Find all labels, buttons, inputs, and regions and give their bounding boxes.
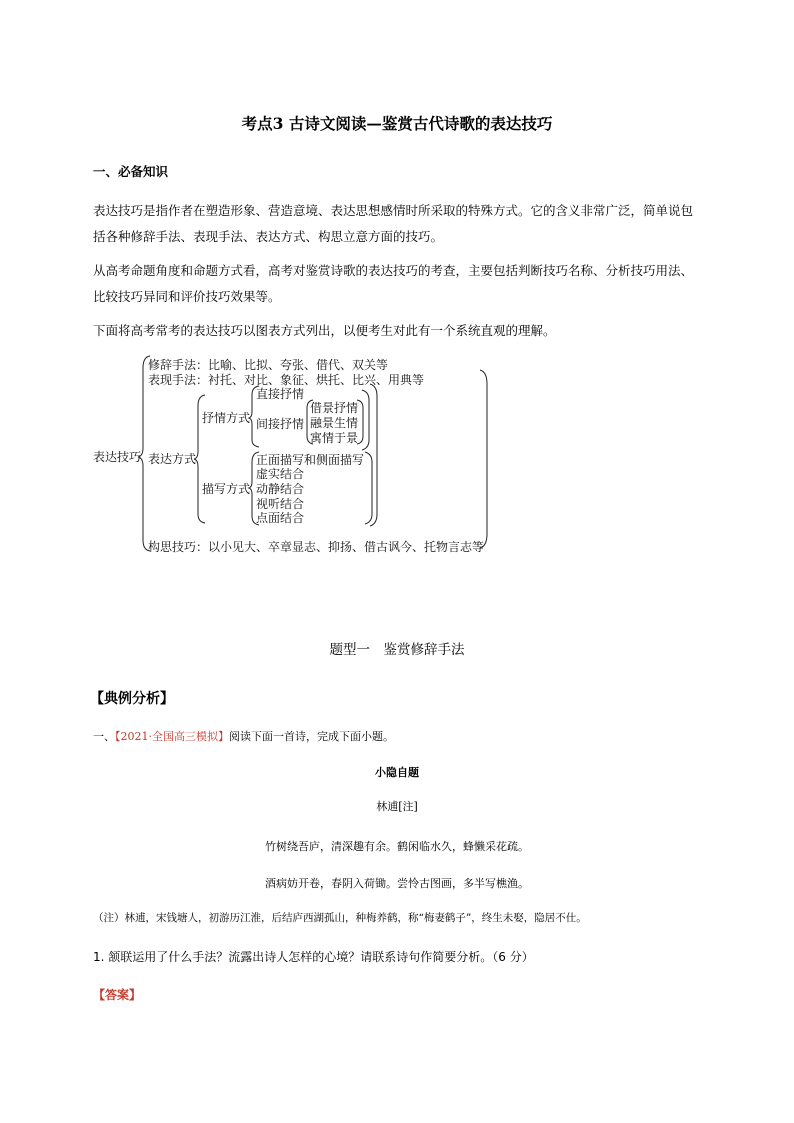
diagram-descr-item: 视听结合 (256, 497, 305, 511)
poem-note: （注）林逋，宋钱塘人，初游历江淮，后结庐西湖孤山，种梅养鹤，称“梅妻鹤子”，终生未娶，隐居不仕。 (93, 912, 587, 924)
brace-modes-right (370, 384, 377, 526)
diagram-indirect-item: 寓情于景 (310, 431, 359, 445)
answer-label: 【答案】 (93, 988, 142, 1002)
brace-descr-right (365, 452, 372, 524)
example-label: 【典例分析】 (90, 691, 174, 707)
question-source: 【2021·全国高三模拟】 (115, 730, 229, 743)
paragraph-exam-focus: 从高考命题角度和命题方式看，高考对鉴赏诗歌的表达技巧的考查，主要包括判断技巧名称、分析技巧用法、比较技巧异同和评价技巧效果等。 (93, 263, 694, 304)
diagram-descr-item: 虚实结合 (256, 467, 305, 481)
diagram-descr-item: 动静结合 (256, 482, 305, 496)
poem-line: 酒病妨开卷，春阴入荷锄。尝怜古图画，多半写樵渔。 (265, 877, 529, 890)
section-type-title: 题型一 鉴赏修辞手法 (329, 642, 465, 658)
section-heading-knowledge: 一、必备知识 (93, 164, 169, 179)
poem-line: 竹树绕吾庐，清深趣有余。鹤闲临水久，蜂懒采花疏。 (265, 840, 529, 853)
brace-main-right (480, 370, 487, 548)
question-intro (93, 728, 394, 744)
diagram-indirect-lyric: 间接抒情 (256, 417, 305, 431)
question-instruction: 阅读下面一首诗，完成下面小题。 (229, 730, 394, 743)
diagram-indirect-item: 融景生情 (310, 416, 359, 430)
diagram-lyric: 抒情方式 (202, 411, 251, 425)
paragraph-diagram-intro: 下面将高考常考的表达技巧以图表方式列出，以便考生对此有一个系统直观的理解。 (93, 323, 556, 338)
paragraph-definition: 表达技巧是指作者在塑造形象、营造意境、表达思想感情时所采取的特殊方式。它的含义非常广泛，简单说包括各种修辞手法、表现手法、表达方式、构思立意方面的技巧。 (93, 203, 694, 244)
diagram-root: 表达技巧 (93, 450, 142, 464)
page-title: 考点3 古诗文阅读—鉴赏古代诗歌的表达技巧 (241, 114, 553, 133)
diagram-expression: 表现手法：衬托、对比、象征、烘托、比兴、用典等 (148, 373, 425, 387)
diagram-conception: 构思技巧：以小见大、卒章显志、抑扬、借古讽今、托物言志等 (148, 540, 485, 554)
diagram-descr-item: 正面描写和侧面描写 (256, 453, 365, 467)
poem-author: 林逋[注] (376, 800, 418, 813)
diagram-indirect-item: 借景抒情 (310, 401, 359, 415)
brace-lyric-right (362, 390, 369, 450)
question-prefix: 一、 (93, 730, 115, 743)
poem-title: 小隐自题 (375, 766, 419, 779)
question-1: 1. 颔联运用了什么手法？流露出诗人怎样的心境？请联系诗句作简要分析。（6 分） (93, 950, 534, 964)
diagram-direct-lyric: 直接抒情 (256, 387, 305, 401)
diagram-modes: 表达方式 (148, 452, 197, 466)
diagram-rhetoric: 修辞手法：比喻、比拟、夸张、借代、双关等 (148, 358, 389, 372)
diagram-descr: 描写方式 (202, 482, 251, 496)
diagram-descr-item: 点面结合 (256, 511, 305, 525)
